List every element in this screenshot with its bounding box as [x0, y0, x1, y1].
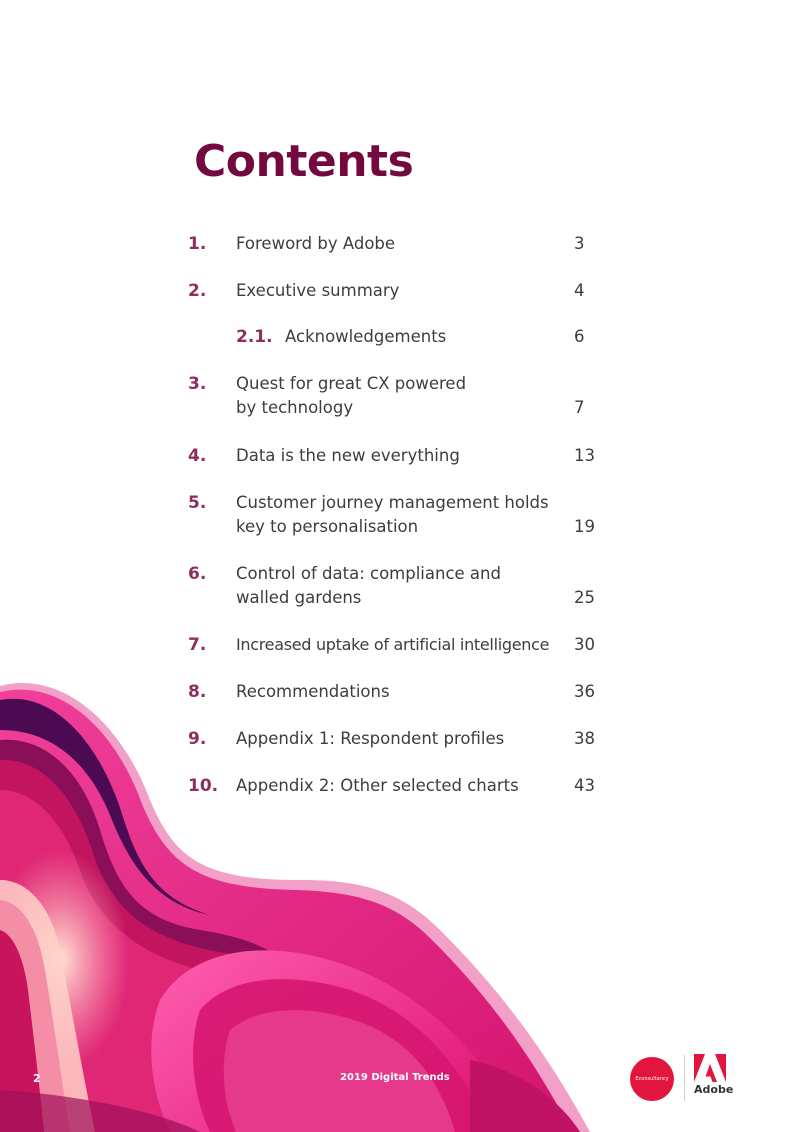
toc-entry-page: 30: [574, 635, 595, 654]
toc-entry-title-line: Customer journey management holds: [236, 493, 549, 512]
toc-entry-page: 4: [574, 281, 585, 300]
toc-entry-number: 4.: [188, 446, 207, 466]
toc-entry-page: 3: [574, 234, 585, 253]
toc-entry-page: 19: [574, 517, 595, 536]
toc-entry-number: 7.: [188, 635, 207, 655]
toc-entry-title-line: Appendix 1: Respondent profiles: [236, 729, 505, 748]
toc-entry-title-line: Recommendations: [236, 682, 390, 701]
toc-entry-title-line: Control of data: compliance and: [236, 564, 501, 583]
toc-entry-number: 10.: [188, 776, 219, 796]
toc-entry-number: 1.: [188, 234, 207, 254]
toc-entry[interactable]: [0, 562, 800, 622]
toc-entry-title-line: walled gardens: [236, 588, 362, 607]
toc-entry-title: [236, 633, 566, 657]
toc-entry[interactable]: [0, 774, 800, 834]
toc-entry-title-line: key to personalisation: [236, 517, 419, 536]
toc-entry-title-line: Acknowledgements: [285, 327, 447, 346]
toc-entry-title-line: Increased uptake of artificial intelligence: [236, 635, 550, 654]
toc-entry-title: [236, 372, 566, 420]
footer-report-title: 2019 Digital Trends: [340, 1072, 450, 1083]
toc-entry-title: [236, 727, 566, 751]
toc-entry-number: 6.: [188, 564, 207, 584]
toc-entry-number: 2.1.: [236, 327, 273, 347]
toc-entry-page: 43: [574, 776, 595, 795]
toc-entry-title: [236, 232, 566, 256]
toc-entry-title-line: Quest for great CX powered: [236, 374, 467, 393]
toc-entry-title-line: Foreword by Adobe: [236, 234, 396, 253]
toc-entry[interactable]: [0, 491, 800, 551]
toc-entry-number: 2.: [188, 281, 207, 301]
toc-entry-page: 6: [574, 327, 585, 346]
toc-entry-title-line: Data is the new everything: [236, 446, 460, 465]
logo-divider: [684, 1055, 685, 1101]
toc-entry-title: [236, 680, 566, 704]
footer-page-number: 2: [33, 1072, 41, 1085]
adobe-logo-text: Adobe: [694, 1083, 734, 1096]
toc-entry-title: [236, 444, 566, 468]
toc-entry-page: 13: [574, 446, 595, 465]
econsultancy-logo: [630, 1057, 674, 1101]
toc-entry-title: [236, 774, 566, 798]
toc-entry-page: 25: [574, 588, 595, 607]
toc-entry-title: [236, 279, 566, 303]
toc-entry-title-line: Executive summary: [236, 281, 400, 300]
toc-entry-page: 7: [574, 398, 585, 417]
toc-entry-number: 8.: [188, 682, 207, 702]
econsultancy-logo-text: Econsultancy: [635, 1076, 669, 1082]
toc-entry-page: 36: [574, 682, 595, 701]
toc-entry-page: 38: [574, 729, 595, 748]
adobe-logo-icon: [694, 1054, 726, 1082]
page-title: Contents: [194, 136, 414, 187]
toc-entry-number: 5.: [188, 493, 207, 513]
toc-entry[interactable]: [0, 372, 800, 432]
toc-entry-number: 9.: [188, 729, 207, 749]
toc-entry-title-line: Appendix 2: Other selected charts: [236, 776, 519, 795]
toc-entry-title: [236, 491, 566, 539]
toc-entry-title-line: by technology: [236, 398, 354, 417]
toc-entry-title: [236, 562, 566, 610]
toc-entry-title: [285, 325, 565, 349]
toc-entry-number: 3.: [188, 374, 207, 394]
